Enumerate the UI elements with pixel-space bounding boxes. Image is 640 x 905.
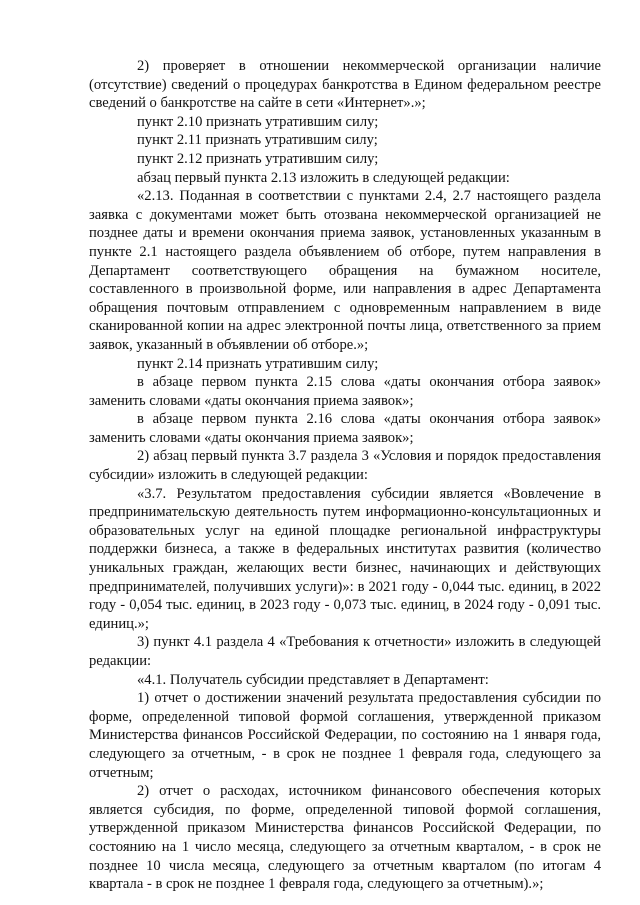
paragraph-2-14-repealed: пункт 2.14 признать утратившим силу; (137, 355, 379, 372)
paragraph-bankruptcy-check: 2) проверяет в отношении некоммерческой организации наличие (отсутствие) сведений о процедурах банкротства в Едином федеральном реестре сведений о банкротстве на сайте в сети «Интернет».»; (89, 58, 601, 112)
paragraph-2-10-repealed: пункт 2.10 признать утратившим силу; (137, 113, 379, 130)
paragraph-2-11-repealed: пункт 2.11 признать утратившим силу; (137, 132, 378, 149)
paragraph-2-15-amendment: в абзаце первом пункта 2.15 слова «даты окончания отбора заявок» заменить словами «даты окончания приема заявок»; (89, 374, 601, 409)
paragraph-4-1-text: «4.1. Получатель субсидии представляет в Департамент: (137, 671, 489, 688)
paragraph-report-expenses: 2) отчет о расходах, источником финансового обеспечения которых является субсидия, по форме, определенной типовой формой соглашения, утвержденной приказом Министерства финансов Российской Федерации, по состоянию на 1 число месяца, следующего за отчетным кварталом, - в срок не позднее 10 числа месяца, следующего за отчетным кварталом (по итогам 4 квартала - в срок не позднее 1 февраля года, следующего за отчетным).»; (89, 783, 601, 893)
paragraph-2-13-intro: абзац первый пункта 2.13 изложить в следующей редакции: (137, 169, 510, 186)
paragraph-2-13-text: «2.13. Поданная в соответствии с пунктами 2.4, 2.7 настоящего раздела заявка с документами может быть отозвана некоммерческой организацией не позднее даты и времени окончания приема заявок, установленных указанным в пункте 2.1 настоящего раздела объявлением об отборе, путем направления в Департамент соответствующего обращения на бумажном носителе, составленного в произвольной форме, или направления в адрес Департамента обращения почтовым отправлением с одновременным направлением в виде сканированной копии на адрес электронной почты лица, ответственного за прием заявок, указанный в объявлении об отборе.»; (89, 188, 601, 353)
paragraph-2-12-repealed: пункт 2.12 признать утратившим силу; (137, 150, 379, 167)
paragraph-3-7-text: «3.7. Результатом предоставления субсидии является «Вовлечение в предпринимательскую деятельность путем информационно-консультационных и образовательных услуг на единой площадке региональной инфраструктуры поддержки бизнеса, а также в федеральных институтах развития (количество уникальных граждан, желающих вести бизнес, начинающих и действующих предпринимателей, получивших услуги)»: в 2021 году - 0,044 тыс. единиц, в 2022 году - 0,054 тыс. единиц, в 2023 году - 0,073 тыс. единиц, в 2024 году - 0,091 тыс. единиц.»; (89, 485, 601, 632)
paragraph-3-7-intro: 2) абзац первый пункта 3.7 раздела 3 «Условия и порядок предоставления субсидии» изложить в следующей редакции: (89, 448, 601, 484)
paragraph-2-16-amendment: в абзаце первом пункта 2.16 слова «даты окончания отбора заявок» заменить словами «даты окончания приема заявок»; (89, 411, 601, 446)
paragraph-4-1-intro: 3) пункт 4.1 раздела 4 «Требования к отчетности» изложить в следующей редакции: (89, 634, 601, 669)
paragraph-report-results: 1) отчет о достижении значений результата предоставления субсидии по форме, определенной типовой формой соглашения, утвержденной приказом Министерства финансов Российской Федерации, по состоянию на 1 января года, следующего за отчетным, - в срок не позднее 1 февраля года, следующего за отчетным; (89, 690, 601, 781)
document-page (89, 57, 601, 894)
